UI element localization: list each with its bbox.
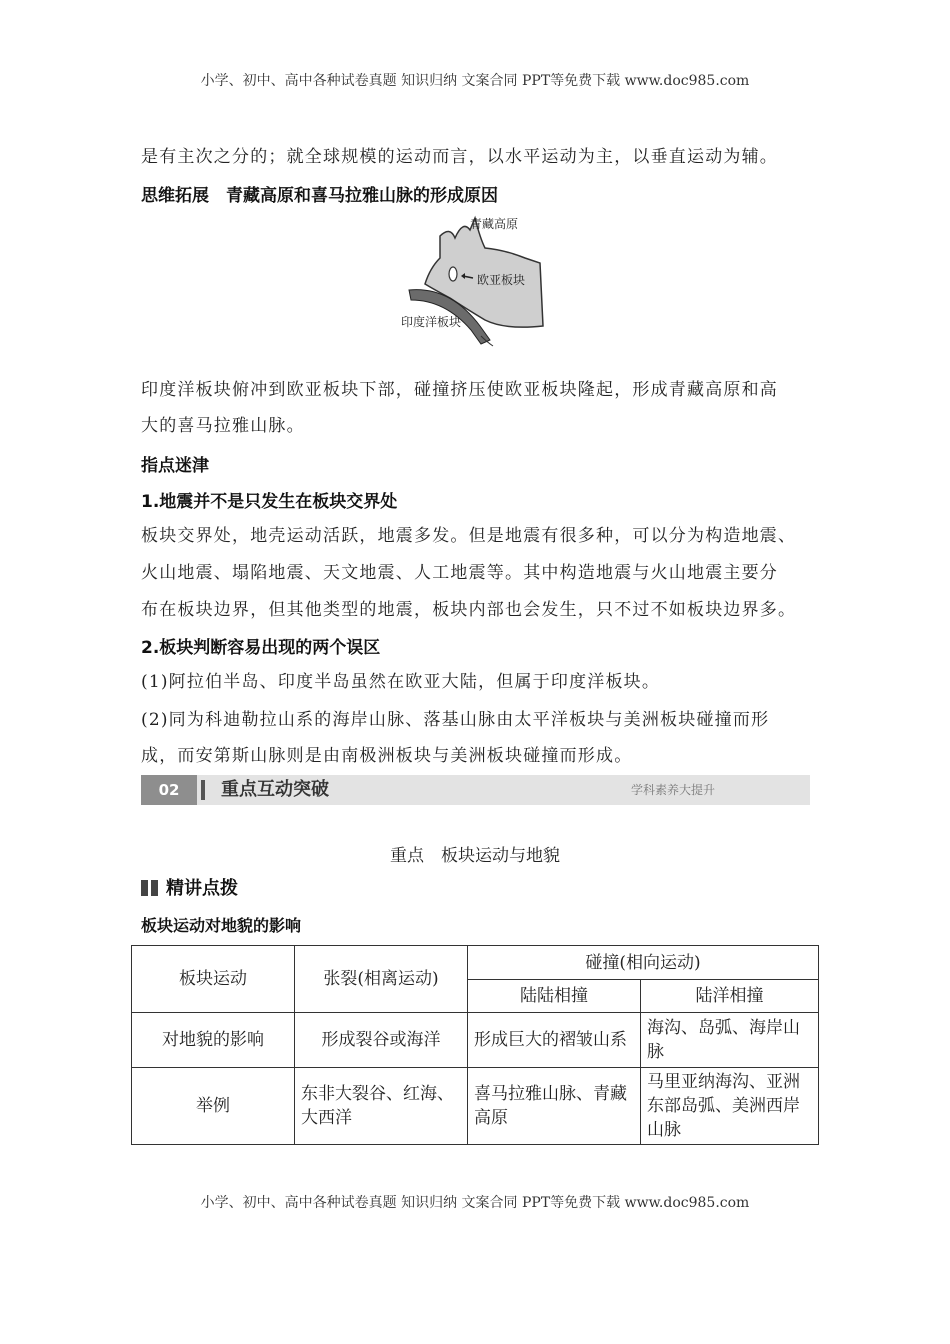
row-impact-label: 对地貌的影响 [132,1013,295,1068]
tip2-line3: 成，而安第斯山脉则是由南极洲板块与美洲板块碰撞而形成。 [141,746,633,766]
row-impact-cc: 形成巨大的褶皱山系 [468,1013,641,1068]
tip2-title: 2.板块判断容易出现的两个误区 [141,638,381,658]
row-example-split: 东非大裂谷、红海、大西洋 [295,1068,468,1145]
th-continent-ocean: 陆洋相撞 [641,980,819,1013]
th-split: 张裂(相离运动) [295,946,468,1013]
tip2-line2: (2)同为科迪勒拉山系的海岸山脉、落基山脉由太平洋板块与美洲板块碰撞而形 [141,710,770,730]
extension-text-line2: 大的喜马拉雅山脉。 [141,416,305,436]
section-banner [141,775,810,805]
subsection-heading [141,874,238,900]
tip1-title: 1.地震并不是只发生在板块交界处 [141,492,398,512]
extension-title: 思维拓展 青藏高原和喜马拉雅山脉的形成原因 [141,186,498,206]
banner-title: 重点互动突破 [221,779,329,800]
subsection-title: 精讲点拨 [166,878,238,899]
row-impact-split: 形成裂谷或海洋 [295,1013,468,1068]
tip1-line1: 板块交界处，地壳运动活跃，地震多发。但是地震有很多种，可以分为构造地震、 [141,526,797,546]
row-example-co: 马里亚纳海沟、亚洲东部岛弧、美洲西岸山脉 [641,1068,819,1145]
intro-text: 是有主次之分的；就全球规模的运动而言，以水平运动为主，以垂直运动为辅。 [141,147,778,167]
section-title: 重点 板块运动与地貌 [390,846,560,866]
landform-table [131,945,819,1145]
page-header: 小学、初中、高中各种试卷真题 知识归纳 文案合同 PPT等免费下载 www.doc985.com [200,73,750,89]
figure-label-indian: 印度洋板块 [401,315,462,329]
row-example-cc: 喜马拉雅山脉、青藏高原 [468,1068,641,1145]
th-collide: 碰撞(相向运动) [468,946,819,980]
tip2-line1: (1)阿拉伯半岛、印度半岛虽然在欧亚大陆，但属于印度洋板块。 [141,672,661,692]
row-impact-co: 海沟、岛弧、海岸山脉 [641,1013,819,1068]
banner-subtitle: 学科素养大提升 [630,783,715,797]
figure-label-eurasia: 欧亚板块 [477,273,526,287]
tip1-line3: 布在板块边界，但其他类型的地震，板块内部也会发生，只不过不如板块边界多。 [141,600,797,620]
banner-divider [201,780,205,800]
heading-marker-icon [151,880,158,896]
plate-collision-figure [395,208,555,358]
magma-bubble-icon [449,267,457,281]
tips-title: 指点迷津 [141,456,209,476]
extension-text-line1: 印度洋板块俯冲到欧亚板块下部，碰撞挤压使欧亚板块隆起，形成青藏高原和高 [141,380,778,400]
plate-collision-diagram [395,208,555,358]
th-motion: 板块运动 [132,946,295,1013]
banner-number: 02 [141,775,197,805]
figure-label-plateau: 青藏高原 [470,217,519,231]
th-continent-continent: 陆陆相撞 [468,980,641,1013]
row-example-label: 举例 [132,1068,295,1145]
heading-marker-icon [141,880,148,896]
table-caption: 板块运动对地貌的影响 [141,916,302,935]
page-footer: 小学、初中、高中各种试卷真题 知识归纳 文案合同 PPT等免费下载 www.doc985.com [200,1195,750,1211]
tip1-line2: 火山地震、塌陷地震、天文地震、人工地震等。其中构造地震与火山地震主要分 [141,563,778,583]
